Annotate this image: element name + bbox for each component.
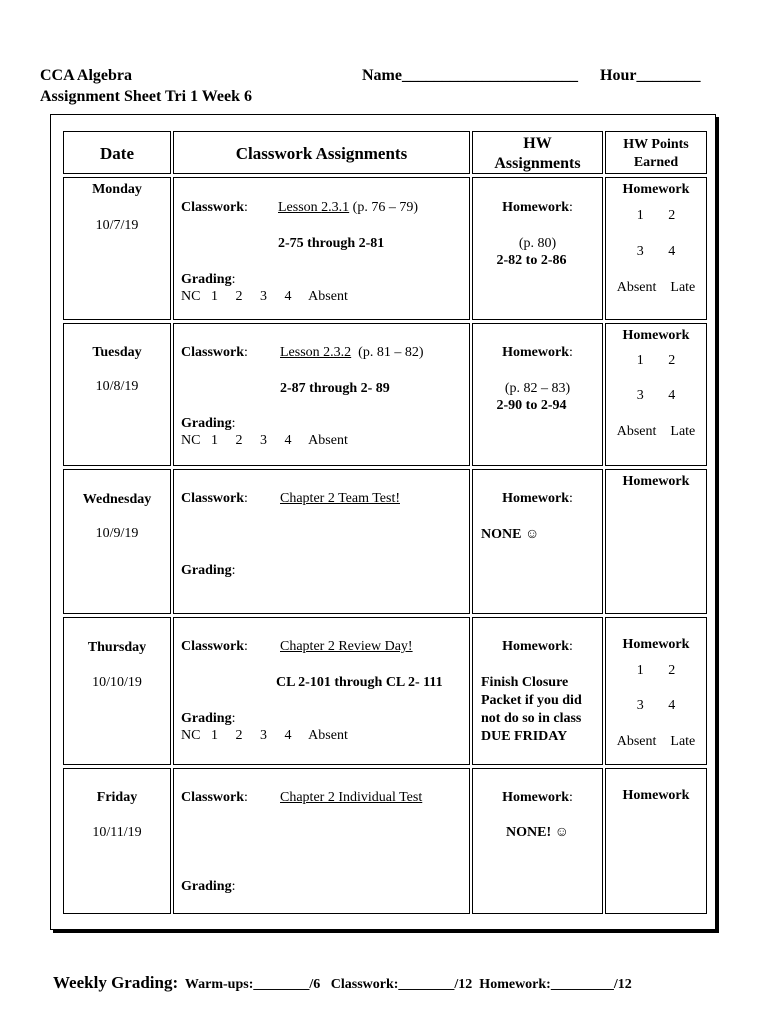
day-name: Monday	[92, 182, 142, 197]
header-hw-cell	[472, 131, 603, 174]
hw-line: not do so in class	[481, 711, 582, 726]
classwork-detail: 2-75 through 2-81	[278, 236, 385, 251]
homework-label: Homework	[502, 491, 569, 506]
classwork-detail: 2-87 through 2- 89	[280, 381, 390, 396]
points-homework-label: Homework	[622, 637, 690, 652]
points-row1: 1 2	[636, 208, 676, 223]
hw-line: Packet if you did	[481, 693, 582, 708]
thursday-classwork-cell: Classwork: Chapter 2 Review Day! CL 2-101 through CL 2- 111 Grading: NC 1 2 3 4 Absent	[173, 617, 470, 765]
day-date: 10/9/19	[95, 526, 139, 541]
points-row3: Absent Late	[616, 280, 696, 295]
grading-label: Grading	[181, 879, 232, 894]
classwork-label: Classwork	[181, 491, 245, 506]
header-classwork-cell	[173, 131, 470, 174]
wednesday-classwork-cell: Classwork: Chapter 2 Team Test! Grading:	[173, 469, 470, 614]
hw-problems: 2-82 to 2-86	[496, 253, 567, 268]
weekly-grading-fields: Warm-ups:________/6 Classwork:________/12 Homework:_________/12	[178, 977, 632, 992]
day-date: 10/8/19	[95, 379, 139, 394]
monday-date-cell	[63, 177, 171, 320]
weekly-grading-footer	[45, 955, 632, 993]
points-row3: Absent Late	[616, 424, 696, 439]
points-row1: 1 2	[636, 663, 676, 678]
header-hw-line2: Assignments	[494, 155, 581, 172]
hw-due: DUE FRIDAY	[481, 729, 568, 744]
points-homework-label: Homework	[622, 474, 690, 489]
friday-date-cell	[63, 768, 171, 914]
header-hw-line1: HW	[523, 135, 552, 152]
monday-classwork-cell: Classwork: Lesson 2.3.1 (p. 76 – 79) 2-75 through 2-81 Grading: NC 1 2 3 4 Absent	[173, 177, 470, 320]
header-date-cell	[63, 131, 171, 174]
day-name: Tuesday	[92, 345, 142, 360]
header-classwork: Classwork Assignments	[235, 144, 408, 163]
lesson-prefix: Lesson	[278, 200, 322, 215]
homework-label: Homework	[502, 639, 569, 654]
points-homework-label: Homework	[622, 788, 690, 803]
day-date: 10/11/19	[92, 825, 142, 840]
lesson-link[interactable]: Lesson 2.3.2	[280, 345, 352, 360]
hw-problems: 2-90 to 2-94	[496, 398, 567, 413]
hw-none: NONE ☺	[481, 527, 540, 542]
friday-points-cell	[605, 768, 707, 914]
header-date: Date	[100, 144, 134, 163]
tuesday-date-cell	[63, 323, 171, 466]
header-points-line2: Earned	[633, 155, 679, 170]
lesson-pages: (p. 76 – 79)	[349, 200, 418, 215]
wednesday-hw-cell: Homework: NONE ☺	[472, 469, 603, 614]
day-name: Friday	[96, 790, 138, 805]
grading-label: Grading	[181, 272, 232, 287]
review-link[interactable]: Chapter 2 Review Day!	[280, 639, 413, 654]
hw-pages: (p. 82 – 83)	[504, 381, 571, 396]
classwork-label: Classwork	[181, 200, 245, 215]
wednesday-date-cell	[63, 469, 171, 614]
hour-field-label: Hour________	[600, 67, 701, 84]
header-points-cell	[605, 131, 707, 174]
grading-label: Grading	[181, 563, 232, 578]
day-date: 10/10/19	[92, 675, 142, 690]
hw-none: NONE! ☺	[506, 825, 569, 840]
lesson-pages: (p. 81 – 82)	[351, 345, 424, 360]
thursday-date-cell	[63, 617, 171, 765]
day-date: 10/7/19	[95, 218, 139, 233]
classwork-label: Classwork	[181, 345, 245, 360]
hw-line: Finish Closure	[481, 675, 569, 690]
friday-classwork-cell: Classwork: Chapter 2 Individual Test Grading:	[173, 768, 470, 914]
grading-scale: NC 1 2 3 4 Absent	[181, 728, 348, 743]
weekly-grading-label: Weekly Grading:	[53, 973, 179, 992]
friday-hw-cell: Homework: NONE! ☺	[472, 768, 603, 914]
homework-label: Homework	[502, 345, 569, 360]
test-link[interactable]: Chapter 2 Individual Test	[280, 790, 423, 805]
name-field-label: Name______________________	[362, 67, 578, 84]
homework-label: Homework	[502, 200, 569, 215]
grading-label: Grading	[181, 416, 232, 431]
tuesday-classwork-cell: Classwork: Lesson 2.3.2 (p. 81 – 82) 2-87 through 2- 89 Grading: NC 1 2 3 4 Absent	[173, 323, 470, 466]
assignment-table	[50, 114, 716, 930]
tuesday-hw-cell: Homework: (p. 82 – 83) 2-90 to 2-94	[472, 323, 603, 466]
classwork-label: Classwork	[181, 790, 245, 805]
test-link[interactable]: Chapter 2 Team Test!	[280, 491, 400, 506]
day-name: Thursday	[87, 640, 147, 655]
course-title: CCA Algebra	[40, 67, 132, 84]
homework-label: Homework	[502, 790, 569, 805]
monday-points-cell	[605, 177, 707, 320]
grading-scale: NC 1 2 3 4 Absent	[181, 289, 348, 304]
monday-hw-cell: Homework: (p. 80) 2-82 to 2-86	[472, 177, 603, 320]
day-name: Wednesday	[82, 492, 152, 507]
classwork-label: Classwork	[181, 639, 245, 654]
points-homework-label: Homework	[622, 182, 690, 197]
header-points-line1: HW Points	[623, 137, 689, 152]
grading-scale: NC 1 2 3 4 Absent	[181, 433, 348, 448]
thursday-hw-cell: Homework: Finish Closure Packet if you did not do so in class DUE FRIDAY	[472, 617, 603, 765]
thursday-points-cell	[605, 617, 707, 765]
points-row3: Absent Late	[616, 734, 696, 749]
points-homework-label: Homework	[622, 328, 690, 343]
lesson-link[interactable]: 2.3.1	[321, 200, 350, 215]
wednesday-points-cell	[605, 469, 707, 614]
points-row2: 3 4	[636, 698, 676, 713]
grading-label: Grading	[181, 711, 232, 726]
sheet-subtitle: Assignment Sheet Tri 1 Week 6	[40, 88, 253, 105]
points-row2: 3 4	[636, 244, 676, 259]
points-row1: 1 2	[636, 353, 676, 368]
classwork-detail: CL 2-101 through CL 2- 111	[276, 675, 443, 690]
points-row2: 3 4	[636, 388, 676, 403]
hw-pages: (p. 80)	[518, 236, 557, 251]
tuesday-points-cell	[605, 323, 707, 466]
